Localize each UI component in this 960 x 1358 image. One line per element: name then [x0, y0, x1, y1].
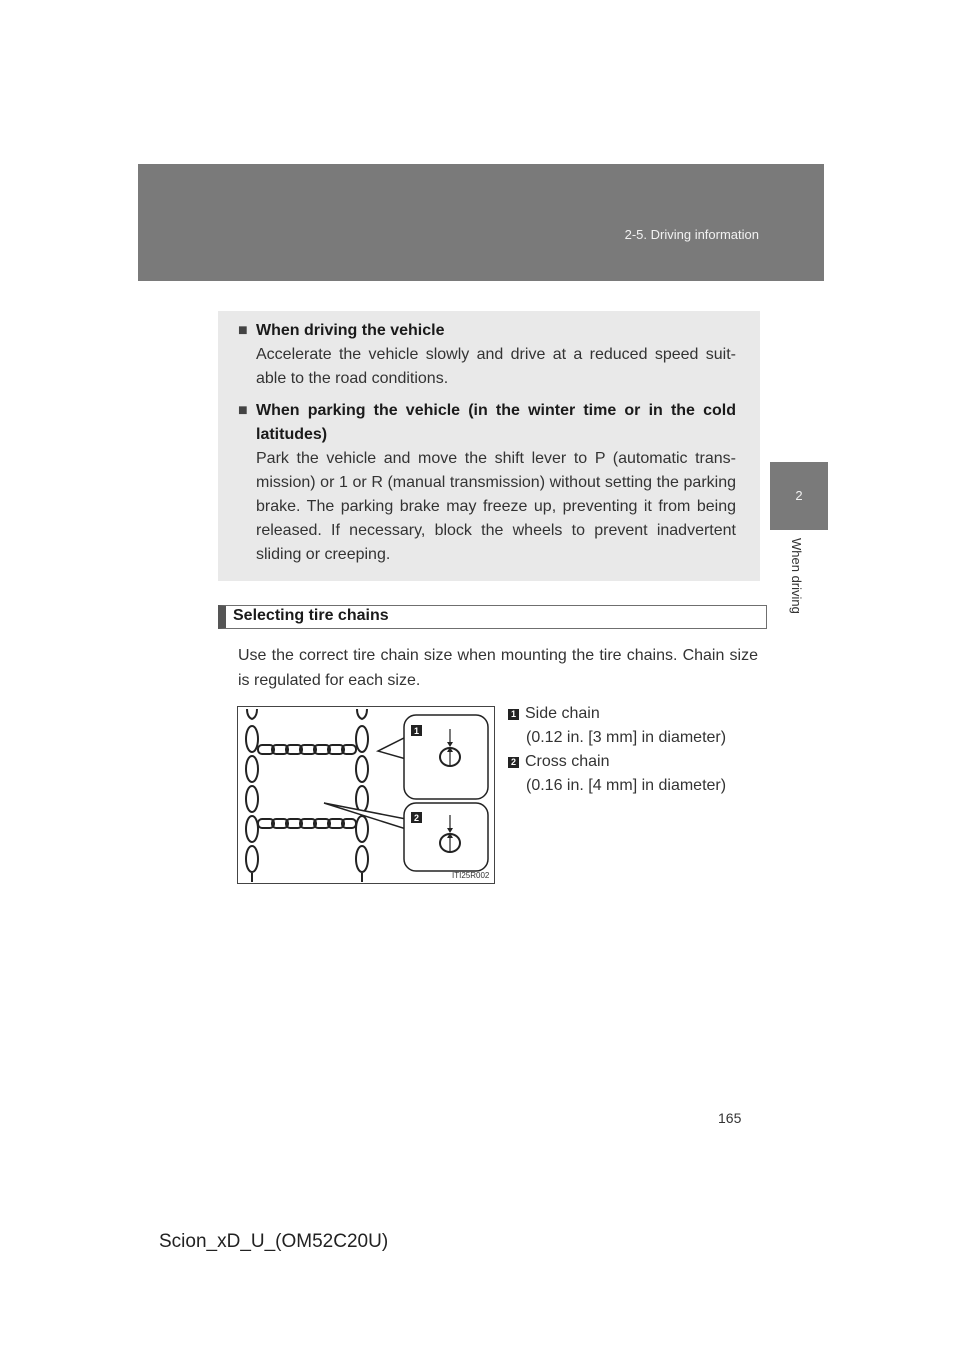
left-side-chain [246, 709, 258, 882]
note-heading: When driving the vehicle [256, 322, 445, 339]
chain-diagram [238, 707, 494, 883]
chapter-number: 2 [795, 488, 803, 503]
note-heading: When parking the vehicle (in the winter time or in the cold latitudes) [256, 402, 736, 443]
header-band [138, 164, 824, 281]
figure-code: ITI25R002 [452, 871, 490, 880]
chapter-tab [770, 462, 828, 530]
number-badge-icon: 2 [508, 757, 519, 768]
callout-label-1: 1 [413, 726, 420, 736]
legend-detail: (0.16 in. [4 mm] in diameter) [526, 777, 727, 794]
square-bullet-icon: ■ [238, 402, 248, 419]
upper-cross-chain [258, 745, 356, 754]
note-parking [238, 399, 736, 567]
page-number: 165 [718, 1110, 742, 1126]
note-body: Park the vehicle and move the shift lever to P (automatic trans-mission) or 1 or R (manual transmission) without setting the parking brake. The parking brake may freeze up, preventing it from being released. If necessary, block the wheels to prevent inadvertent sliding or creeping. [256, 450, 736, 563]
lower-cross-chain [258, 819, 356, 828]
section-intro: Use the correct tire chain size when mounting the tire chains. Chain size is regulated for each size. [238, 647, 758, 689]
tire-chain-illustration [237, 706, 495, 884]
section-breadcrumb: 2-5. Driving information [624, 227, 759, 242]
legend-item-side-chain [508, 702, 726, 750]
footer-model-code: Scion_xD_U_(OM52C20U) [159, 1231, 389, 1252]
section-heading [218, 605, 767, 629]
callout-label-2: 2 [413, 813, 420, 823]
cross-chains [258, 745, 356, 828]
legend-item-cross-chain [508, 750, 726, 798]
side-chains [246, 709, 368, 882]
square-bullet-icon: ■ [238, 322, 248, 339]
callout-2 [404, 803, 488, 871]
callout-1 [404, 715, 488, 799]
note-driving [238, 319, 736, 391]
section-title: Selecting tire chains [233, 607, 389, 624]
legend-label: Side chain [525, 705, 600, 722]
right-side-chain [356, 709, 368, 882]
note-body: Accelerate the vehicle slowly and drive at a reduced speed suit-able to the road conditions. [256, 346, 736, 387]
legend-label: Cross chain [525, 753, 610, 770]
chapter-label: When driving [789, 538, 804, 614]
legend-detail: (0.12 in. [3 mm] in diameter) [526, 729, 727, 746]
notes-box [218, 311, 760, 581]
number-badge-icon: 1 [508, 709, 519, 720]
